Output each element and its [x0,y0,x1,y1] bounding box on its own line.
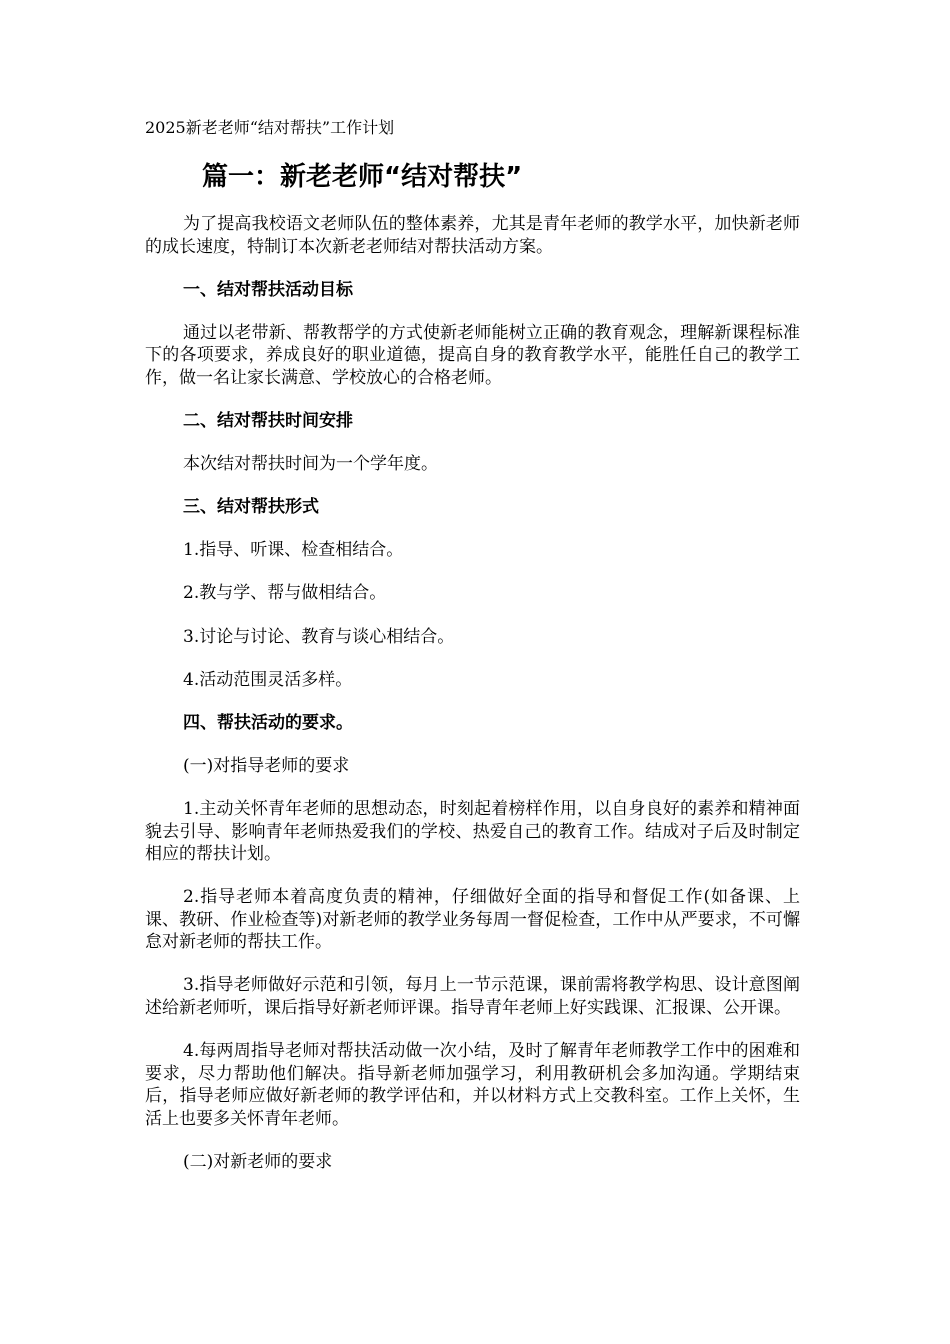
list-item: 4.活动范围灵活多样。 [183,669,353,690]
section-heading-requirements: 四、帮扶活动的要求。 [183,712,353,733]
intro-paragraph: 为了提高我校语文老师队伍的整体素养，尤其是青年老师的教学水平，加快新老师的成长速度，特制订本次新老老师结对帮扶活动方案。 [145,214,800,257]
list-item: 1.指导、听课、检查相结合。 [183,540,404,561]
requirement-paragraph: 4.每两周指导老师对帮扶活动做一次小结，及时了解青年老师教学工作中的困难和要求，尽力帮助他们解决。指导新老师加强学习，利用教研机会多加沟通。学期结束后，指导老师应做好新老师的教学评估和，并以材料方式上交教科室。工作上关怀，生活上也要多关怀青年老师。 [145,1041,800,1129]
requirement-paragraph: 3.指导老师做好示范和引领，每月上一节示范课，课前需将教学构思、设计意图阐述给新老师听，课后指导好新老师评课。指导青年老师上好实践课、汇报课、公开课。 [145,975,800,1019]
requirement-paragraph: 2.指导老师本着高度负责的精神，仔细做好全面的指导和督促工作(如备课、上课、教研、作业检查等)对新老师的教学业务每周一督促检查，工作中从严要求，不可懈怠对新老师的帮扶工作。 [145,887,800,953]
list-item: 2.教与学、帮与做相结合。 [183,583,387,604]
document-title: 篇一：新老老师“结对帮扶” [202,162,523,192]
section-heading-forms: 三、结对帮扶形式 [183,497,319,518]
list-item: 3.讨论与讨论、教育与谈心相结合。 [183,626,455,647]
section-body-schedule: 本次结对帮扶时间为一个学年度。 [183,454,438,475]
requirement-paragraph: 1.主动关怀青年老师的思想动态，时刻起着榜样作用，以自身良好的素养和精神面貌去引导、影响青年老师热爱我们的学校、热爱自己的教育工作。结成对子后及时制定相应的帮扶计划。 [145,798,800,865]
subheading-mentor-requirements: (一)对指导老师的要求 [183,755,350,776]
document-body [145,116,800,1194]
subheading-new-teacher-requirements: (二)对新老师的要求 [183,1152,333,1173]
section-heading-schedule: 二、结对帮扶时间安排 [183,411,353,432]
section-body-goals: 通过以老带新、帮教帮学的方式使新老师能树立正确的教育观念，理解新课程标准下的各项要求，养成良好的职业道德，提高自身的教育教学水平，能胜任自己的教学工作，做一名让家长满意、学校放心的合格老师。 [145,322,800,388]
section-heading-goals: 一、结对帮扶活动目标 [183,279,353,300]
document-header-line: 2025新老老师“结对帮扶”工作计划 [145,118,395,137]
